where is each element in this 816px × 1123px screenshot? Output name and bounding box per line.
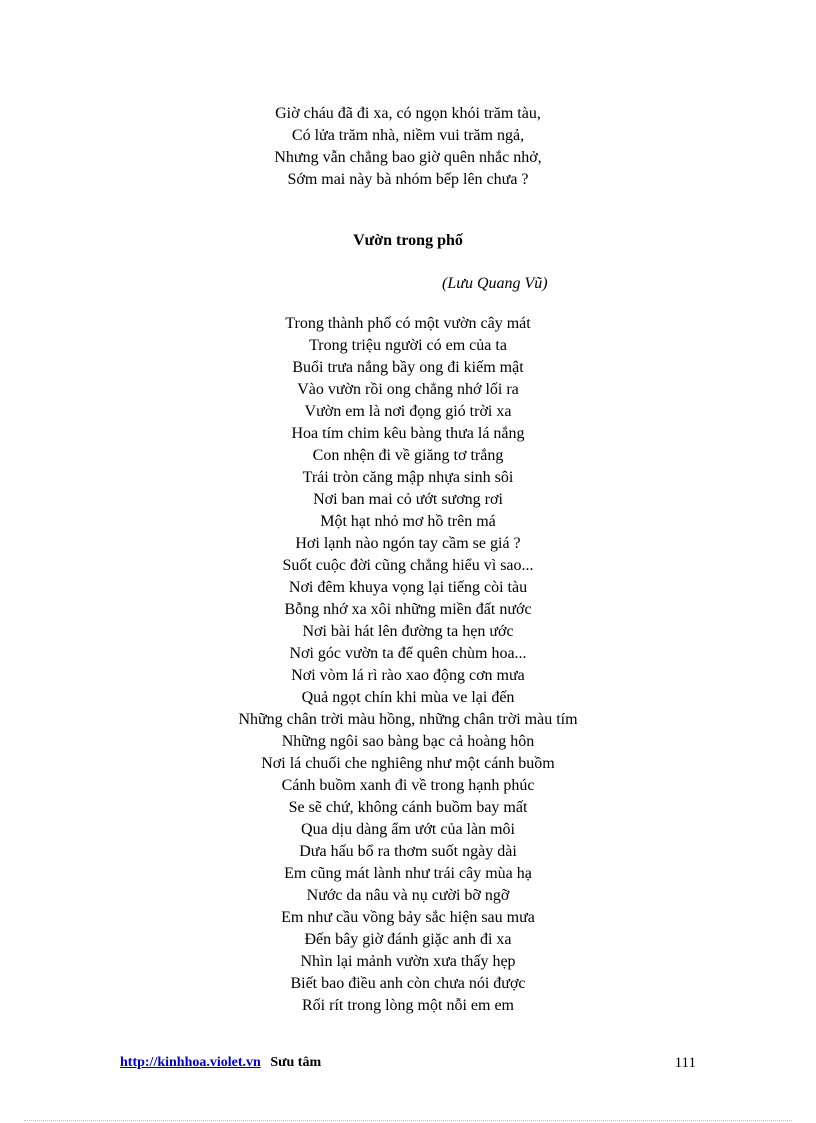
footer-link[interactable]: http://kinhhoa.violet.vn — [120, 1055, 261, 1070]
poem-line: Biết bao điều anh còn chưa nói được — [290, 975, 526, 992]
poem-line: Nơi vòm lá rì rào xao động cơn mưa — [291, 667, 525, 684]
poem-line: Con nhện đi về giăng tơ trắng — [312, 447, 504, 464]
poem-line: Dưa hấu bổ ra thơm suốt ngày dài — [299, 843, 517, 860]
poem-line: Rối rít trong lòng một nỗi em em — [302, 997, 514, 1014]
poem-line: Nơi lá chuối che nghiêng như một cánh buồm — [261, 755, 555, 772]
poem-line: Qua dịu dàng ẩm ướt của làn môi — [301, 821, 515, 838]
poem-line: Những chân trời màu hồng, những chân trời màu tím — [238, 711, 578, 728]
poem-line: Suốt cuộc đời cũng chẳng hiểu vì sao... — [282, 557, 534, 574]
bottom-divider — [24, 1120, 792, 1121]
poem-line: Trong triệu người có em của ta — [309, 337, 507, 354]
poem-line: Hơi lạnh nào ngón tay cầm se giá ? — [295, 535, 521, 552]
poem-line: Nước da nâu và nụ cười bỡ ngỡ — [306, 887, 510, 904]
poem-author: (Lưu Quang Vũ) — [442, 275, 548, 292]
poem-line: Cánh buồm xanh đi về trong hạnh phúc — [281, 777, 535, 794]
poem-line: Quả ngọt chín khi mùa ve lại đến — [301, 689, 515, 706]
poem-line: Nơi góc vườn ta để quên chùm hoa... — [289, 645, 527, 662]
stanza-line: Giờ cháu đã đi xa, có ngọn khói trăm tàu, — [275, 105, 541, 122]
poem-line: Nơi ban mai cỏ ướt sương rơi — [313, 491, 503, 508]
page-number: 111 — [674, 1055, 696, 1071]
poem-line: Bỗng nhớ xa xôi những miền đất nước — [284, 601, 532, 618]
poem-line: Nơi đêm khuya vọng lại tiếng còi tàu — [288, 579, 528, 596]
footer-credit: Sưu tâm — [270, 1055, 322, 1070]
poem-title: Vườn trong phố — [353, 232, 463, 249]
poem-line: Một hạt nhỏ mơ hồ trên má — [320, 513, 496, 530]
intro-stanza — [0, 103, 816, 191]
poem-line: Hoa tím chim kêu bàng thưa lá nắng — [291, 425, 525, 442]
poem-line: Se sẽ chứ, không cánh buồm bay mất — [288, 799, 528, 816]
poem-line: Buổi trưa nắng bầy ong đi kiếm mật — [292, 359, 524, 376]
poem-line: Vườn em là nơi đọng gió trời xa — [304, 403, 512, 420]
poem-line: Trái tròn căng mập nhựa sinh sôi — [302, 469, 514, 486]
poem-line: Nơi bài hát lên đường ta hẹn ước — [302, 623, 514, 640]
poem-line: Đến bây giờ đánh giặc anh đi xa — [304, 931, 512, 948]
poem-line: Vào vườn rồi ong chẳng nhớ lối ra — [297, 381, 519, 398]
poem-body — [0, 313, 816, 1017]
stanza-line: Có lửa trăm nhà, niềm vui trăm ngả, — [291, 127, 525, 144]
stanza-line: Nhưng vẫn chẳng bao giờ quên nhắc nhở, — [274, 149, 542, 166]
poem-line: Trong thành phố có một vườn cây mát — [285, 315, 531, 332]
stanza-line: Sớm mai này bà nhóm bếp lên chưa ? — [287, 171, 529, 188]
poem-line: Em như cầu vồng bảy sắc hiện sau mưa — [281, 909, 535, 926]
poem-line: Em cũng mát lành như trái cây mùa hạ — [284, 865, 532, 882]
poem-line: Những ngôi sao bàng bạc cả hoàng hôn — [281, 733, 535, 750]
page-footer — [120, 1053, 696, 1073]
poem-line: Nhìn lại mảnh vườn xưa thấy hẹp — [300, 953, 516, 970]
